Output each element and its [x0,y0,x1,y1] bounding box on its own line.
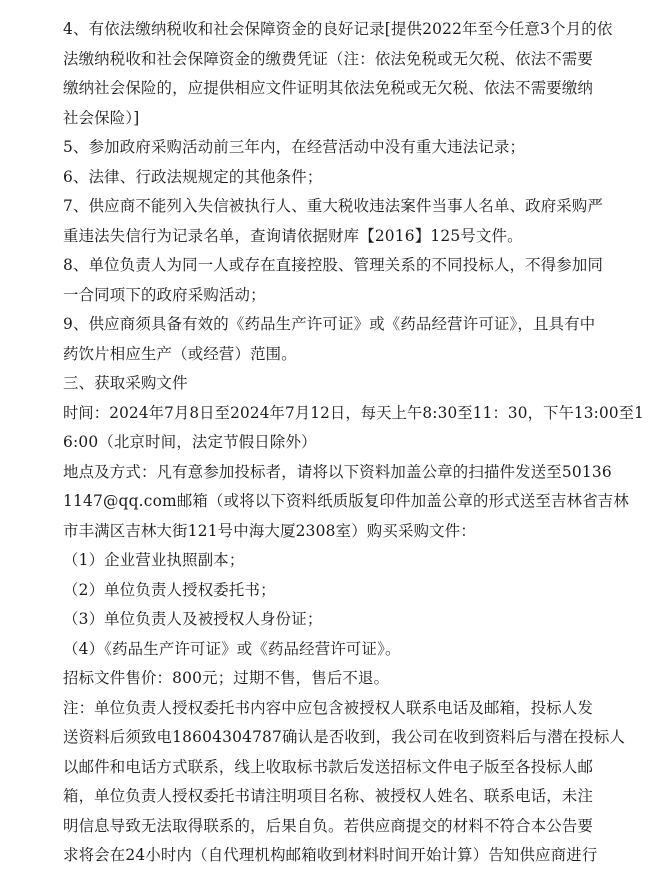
list-item-business-license: （1）企业营业执照副本； [63,551,245,569]
text-line-qualification-9-b: 药饮片相应生产（或经营）范围。 [63,344,297,363]
text-line-qualification-4-a: 4、有依法缴纳税收和社会保障资金的良好记录[提供2022年至今任意3个月的依 [63,20,613,38]
text-line-location-c: 市丰满区吉林大街121号中海大厦2308室）购买采购文件： [63,521,476,540]
text-line-location-b: 1147@qq.com邮箱（或将以下资料纸质版复印件加盖公章的形式送至吉林省吉林 [63,492,629,510]
text-line-note-d: 箱，单位负责人授权委托书请注明项目名称、被授权人姓名、联系电话，未注 [63,787,594,805]
text-line-note-f: 求将会在24小时内（自代理机构邮箱收到材料时间开始计算）告知供应商进行 [63,846,598,864]
text-line-note-c: 以邮件和电话方式联系，线上收取标书款后发送招标文件电子版至各投标人邮 [63,757,594,776]
text-line-time-a: 时间：2024年7月8日至2024年7月12日，每天上午8:30至11：30，下午13:00至1 [63,403,644,422]
text-line-location-a: 地点及方式：凡有意参加投标者，请将以下资料加盖公章的扫描件发送至50136 [63,462,612,481]
list-item-id-cards: （3）单位负责人及被授权人身份证； [63,610,323,628]
text-line-time-b: 6:00（北京时间，法定节假日除外） [63,433,317,451]
text-line-qualification-5: 5、参加政府采购活动前三年内，在经营活动中没有重大违法记录； [63,138,526,156]
section-heading-obtain-documents: 三、获取采购文件 [63,374,188,392]
text-line-qualification-7-a: 7、供应商不能列入失信被执行人、重大税收违法案件当事人名单、政府采购严 [63,197,604,215]
text-line-note-e: 明信息导致无法取得联系的，后果自负。若供应商提交的材料不符合本公告要 [63,816,594,835]
list-item-authorization-letter: （2）单位负责人授权委托书； [63,580,276,599]
text-line-qualification-8-a: 8、单位负责人为同一人或存在直接控股、管理关系的不同投标人，不得参加同 [63,256,604,274]
text-line-qualification-8-b: 一合同项下的政府采购活动； [63,285,266,304]
text-line-qualification-4-d: 社会保险）] [63,108,140,127]
text-line-qualification-7-b: 重违法失信行为记录名单，查询请依据财库【2016】125号文件。 [63,226,523,245]
list-item-licenses: （4）《药品生产许可证》或《药品经营许可证》。 [63,639,401,658]
text-line-note-a: 注：单位负责人授权委托书内容中应包含被授权人联系电话及邮箱，投标人发 [63,698,594,717]
text-line-qualification-9-a: 9、供应商须具备有效的《药品生产许可证》或《药品经营许可证》，且具有中 [63,315,596,333]
text-line-qualification-4-c: 缴纳社会保险的，应提供相应文件证明其依法免税或无欠税、依法不需要缴纳 [63,79,594,97]
text-line-note-b: 送资料后须致电18604304787确认是否收到，我公司在收到资料后与潜在投标人 [63,728,626,746]
text-line-qualification-4-b: 法缴纳税收和社会保障资金的缴费凭证（注：依法免税或无欠税、依法不需要 [63,49,594,68]
text-line-price: 招标文件售价：800元；过期不售，售后不退。 [63,669,390,687]
text-line-qualification-6: 6、法律、行政法规规定的其他条件； [63,167,323,186]
